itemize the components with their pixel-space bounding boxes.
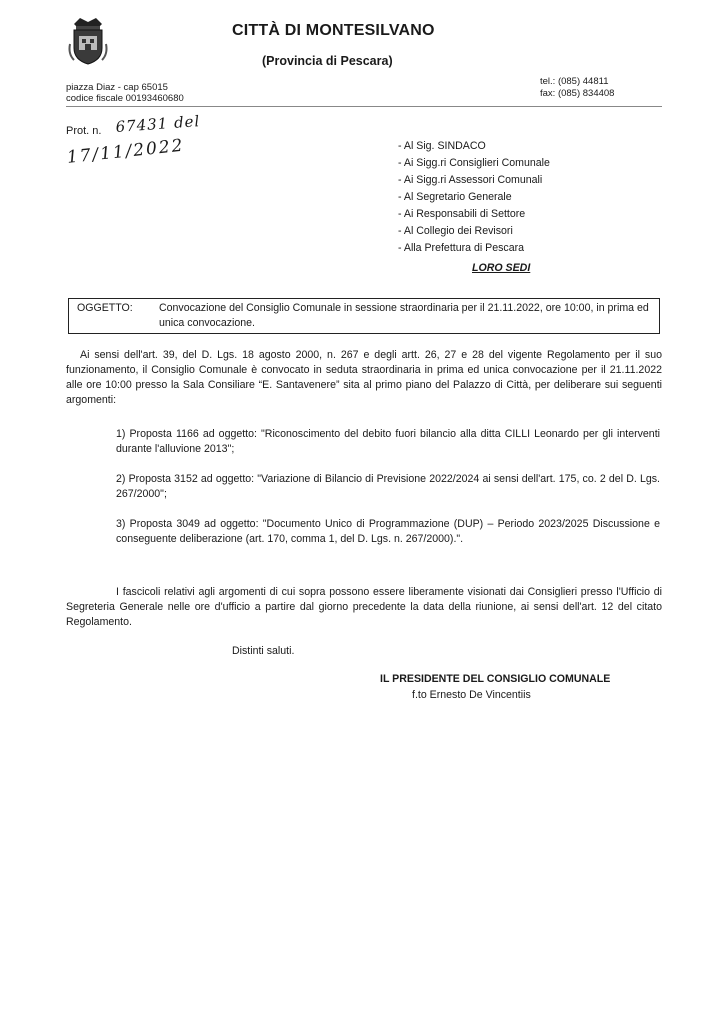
tax-code: codice fiscale 00193460680	[66, 93, 184, 104]
protocol-label: Prot. n.	[66, 125, 102, 137]
address-line: piazza Diaz - cap 65015	[66, 82, 168, 93]
recipient-list	[398, 138, 550, 257]
address-block	[66, 82, 184, 104]
agenda-item: 1) Proposta 1166 ad oggetto: "Riconoscimento del debito fuori bilancio alla ditta CILLI Leonardo per gli interventi durante l'alluvione 2013";	[116, 428, 660, 455]
contact-block	[540, 76, 614, 100]
closing-paragraph: I fascicoli relativi agli argomenti di cui sopra possono essere liberamente visionati dai Consiglieri presso l'Ufficio di Segreteria Generale nelle ore d'ufficio a partire dal giorno precedente la data della riunione, ai sensi dell'art. 12 del citato Regolamento.	[66, 586, 662, 628]
agenda-item: 3) Proposta 3049 ad oggetto: "Documento Unico di Programmazione (DUP) – Periodo 2023/2025 Discussione e conseguente deliberazione (art. 170, comma 1, del D. Lgs. n. 267/2000).".	[116, 518, 660, 545]
protocol-date-handwritten: 17/11/2022	[66, 135, 186, 168]
recipient-item: - Ai Responsabili di Settore	[398, 208, 526, 220]
recipient-item: - Al Sig. SINDACO	[398, 140, 486, 152]
subject-text: Convocazione del Consiglio Comunale in sessione straordinaria per il 21.11.2022, ore 10:00, in prima ed unica convocazione.	[159, 302, 649, 329]
recipient-item: - Al Segretario Generale	[398, 191, 512, 203]
header-divider	[66, 106, 662, 107]
province: (Provincia di Pescara)	[262, 54, 393, 68]
recipient-item: - Alla Prefettura di Pescara	[398, 242, 525, 254]
agenda-item: 2) Proposta 3152 ad oggetto: "Variazione di Bilancio di Previsione 2022/2024 ai sensi dell'art. 175, co. 2 del D. Lgs. 267/2000";	[116, 473, 660, 500]
city-crest-icon	[66, 14, 110, 66]
salutation: Distinti saluti.	[232, 645, 295, 657]
protocol-number-handwritten: 67431 del	[115, 112, 201, 136]
city-name: CITTÀ DI MONTESILVANO	[232, 22, 435, 39]
telephone: tel.: (085) 44811	[540, 76, 609, 87]
intro-paragraph: Ai sensi dell'art. 39, del D. Lgs. 18 agosto 2000, n. 267 e degli artt. 26, 27 e 28 del vigente Regolamento per il suo funzionamento, il Consiglio Comunale è convocato in seduta straordinaria in prima ed unica convocazione per il 21.11.2022 alle ore 10:00 presso la Sala Consiliare “E. Santavenere” sita al primo piano del Palazzo di Città, per deliberare sui seguenti argomenti:	[66, 349, 662, 406]
recipient-item: - Ai Sigg.ri Consiglieri Comunale	[398, 157, 550, 169]
loro-sedi: LORO SEDI	[472, 262, 531, 274]
signatory-name: f.to Ernesto De Vincentiis	[412, 689, 531, 701]
recipient-item: - Ai Sigg.ri Assessori Comunali	[398, 174, 543, 186]
subject-box	[68, 298, 660, 334]
recipient-item: - Al Collegio dei Revisori	[398, 225, 513, 237]
fax: fax: (085) 834408	[540, 88, 615, 99]
subject-label: OGGETTO:	[77, 302, 133, 314]
signatory-title: IL PRESIDENTE DEL CONSIGLIO COMUNALE	[380, 673, 611, 685]
